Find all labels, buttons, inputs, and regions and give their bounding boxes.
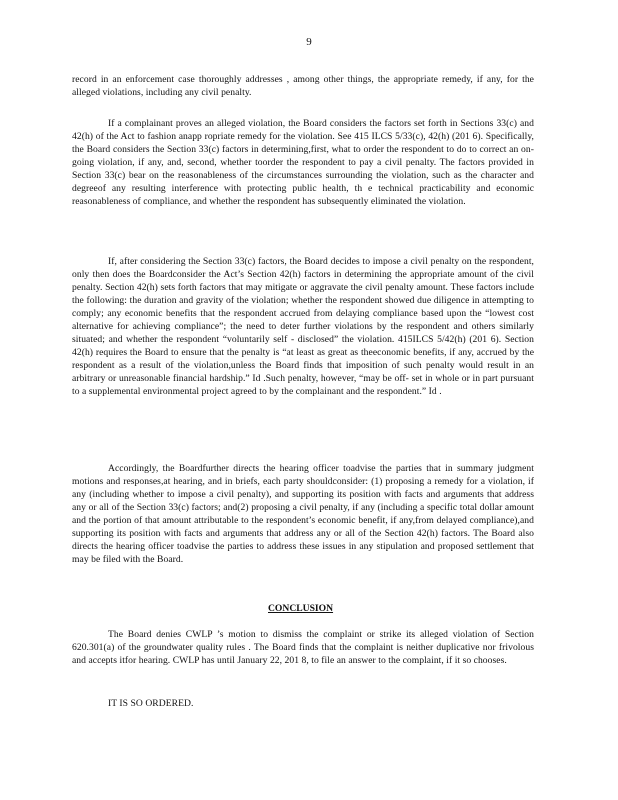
paragraph-hearing-directions xyxy=(72,462,534,566)
paragraph-text: If, after considering the Section 33(c) factors, the Board decides to impose a civil penalty on the respondent, only then does the Boardconsider the Act’s Section 42(h) factors in determining the appropriate amount of the civil penalty. Section 42(h) sets forth factors that may mitigate or aggravate the civil penalty amount. These factors include the following: the duration and gravity of the violation; whether the respondent showed due diligence in attempting to comply; any economic benefits that the respondent accrued from delaying compliance based upon the “lowest cost alternative for achieving compliance”; the need to deter further violations by the respondent and others similarly situated; and whether the respondent “voluntarily self - disclosed” the violation. 415ILCS 5/42(h) (201 6). Section 42(h) requires the Board to ensure that the penalty is “at least as great as theeconomic benefits, if any, accrued by the respondent as a result of the violation,unless the Board finds that imposition of such penalty would result in an arbitrary or unreasonable financial hardship.” Id .Such penalty, however, “may be off- set in whole or in part pursuant to a supplemental environmental project agreed to by the complainant and the respondent.” Id . xyxy=(72,256,534,397)
paragraph-text: The Board denies CWLP ’s motion to dismiss the complaint or strike its alleged violation of Section 620.301(a) of the groundwater quality rules . The Board finds that the complaint is neither duplicative nor frivolous and accepts itfor hearing. CWLP has until January 22, 201 8, to file an answer to the complaint, if it so chooses. xyxy=(72,629,534,666)
page-number: 9 xyxy=(306,36,312,48)
paragraph-text: Accordingly, the Boardfurther directs the hearing officer toadvise the parties that in summary judgment motions and responses,at hearing, and in briefs, each party shouldconsider: (1) proposing a remedy for a violation, if any (including whether to impose a civil penalty), and supporting its position with facts and arguments that address any or all of the Section 33(c) factors; and(2) proposing a civil penalty, if any (including a specific total dollar amount and the portion of that amount attributable to the respondent’s economic benefit, if any,from delayed compliance),and supporting its position with facts and arguments that address any or all of the Section 42(h) factors. The Board also directs the hearing officer toadvise the parties to address these issues in any stipulation and proposed settlement that may be filed with the Board. xyxy=(72,463,534,565)
paragraph-so-ordered xyxy=(72,697,534,710)
paragraph-remedy-record: record in an enforcement case thoroughly addresses , among other things, the appropriate remedy, if any, for the alleged violations, including any civil penalty. xyxy=(72,74,534,98)
conclusion-heading: CONCLUSION xyxy=(268,603,334,614)
paragraph-section-42h xyxy=(72,255,534,398)
paragraph-section-33c xyxy=(72,117,534,208)
paragraph-conclusion xyxy=(72,628,534,667)
paragraph-text: If a complainant proves an alleged violation, the Board considers the factors set forth in Sections 33(c) and 42(h) of the Act to fashion anapp ropriate remedy for the violation. See 415 ILCS 5/33(c), 42(h) (201 6). Specifically, the Board considers the Section 33(c) factors in determining,first, what to order the respondent to do to correct an on-going violation, if any, and, second, whether toorder the respondent to pay a civil penalty. The factors provided in Section 33(c) bear on the reasonableness of the circumstances surrounding the violation, such as the character and degreeof any resulting interference with protecting public health, th e technical practicability and economic reasonableness of compliance, and whether the respondent has subsequently eliminated the violation. xyxy=(72,118,534,207)
paragraph-text: IT IS SO ORDERED. xyxy=(108,698,194,709)
